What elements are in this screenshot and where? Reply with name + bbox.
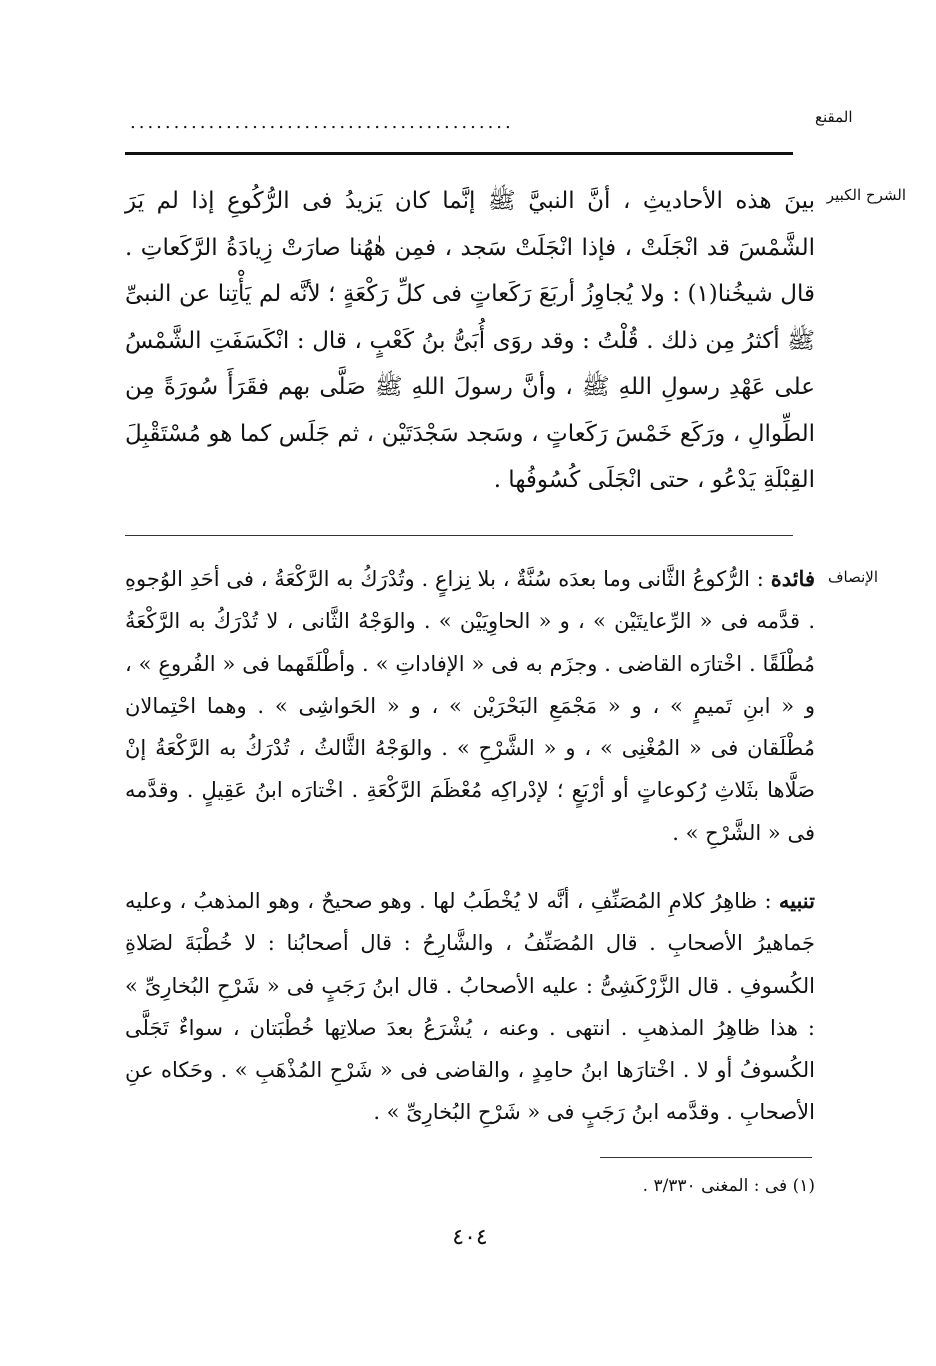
- side-label-insaf: الإنصاف: [827, 568, 878, 586]
- paragraph: بينَ هذه الأحاديثِ ، أنَّ النبيَّ ﷺ إنَّما كان يَزيدُ فى الرُّكُوعِ إذا لم يَرَ الشَّمْسَ قد انْجَلَتْ ، فإذا انْجَلَتْ سَجد ، فمِن هٰهُنا صارَتْ زِيادَةُ الرَّكَعاتِ . قال شيخُنا(١) : ولا يُجاوِزُ أربَعَ رَكَعاتٍ فى كلِّ رَكْعَةٍ ؛ لأنَّه لم يَأْتِنا عن النبىِّ ﷺ أكثرُ مِن ذلك . قُلْتُ : وقد روَى أُبَىُّ بنُ كَعْبٍ ، قال : انْكَسَفَتِ الشَّمْسُ على عَهْدِ رسولِ اللهِ ﷺ ، وأنَّ رسولَ اللهِ ﷺ صَلَّى بهم فقَرَأَ سُورَةً مِن الطِّوالِ ، ورَكَع خَمْسَ رَكَعاتٍ ، وسَجد سَجْدَتَيْن ، ثم جَلَس كما هو مُسْتَقْبِلَ القِبْلَةِ يَدْعُو ، حتى انْجَلَى كُسُوفُها .: [125, 188, 815, 493]
- paragraph-lead: تنبيه: [778, 888, 815, 913]
- side-label-sharh-kabir: الشرح الكبير: [826, 186, 906, 204]
- paragraph-lead: فائدة: [770, 566, 815, 591]
- running-header-title: المقنع: [815, 108, 853, 126]
- paragraph: [125, 558, 815, 854]
- insaf-text: [125, 558, 815, 854]
- header-dot-leader: ............................................: [130, 112, 514, 133]
- paragraph: [125, 880, 815, 1134]
- footnote: (١) فى : المغنى ٣/٣٣٠ .: [642, 1176, 815, 1196]
- paragraph-body: : الرُّكوعُ الثَّانى وما بعدَه سُنَّةٌ ، بلا نِزاعٍ . وتُدْرَكُ به الرَّكْعَةُ ، فى أحَدِ الوُجوهِ . قدَّمه فى « الرِّعايتَيْن » ، و « الحاوِيَيْن » . والوَجْهُ الثَّانى ، لا تُدْرَكُ به الرَّكْعَةُ مُطْلَقًا . اخْتارَه القاضى . وجزَم به فى « الإفاداتِ » . وأطْلَقَهما فى « الفُروعِ » ، و « ابنِ تَميمٍ » ، و « مَجْمَعِ البَحْرَيْن » ، و « الحَواشِى » . وهما احْتِمالان مُطْلَقان فى « المُغْنِى » ، و « الشَّرْحِ » . والوَجْهُ الثَّالثُ ، تُدْرَكُ به الرَّكْعَةُ إنْ صَلَّاها بثَلاثِ رُكوعاتٍ أو أرْبَعٍ ؛ لإدْراكِه مُعْظَمَ الرَّكْعَةِ . اخْتارَه ابنُ عَقِيلٍ . وقدَّمه فى « الشَّرْحِ » .: [125, 567, 815, 845]
- tanbih-text: [125, 880, 815, 1134]
- page-number: ٤٠٤: [452, 1225, 488, 1250]
- header-rule: [125, 152, 793, 155]
- sharh-kabir-text: [125, 178, 815, 504]
- section-divider: [125, 535, 793, 536]
- paragraph-body: : ظاهِرُ كلامِ المُصَنِّفِ ، أنَّه لا يُخْطَبُ لها . وهو صحيحٌ ، وهو المذهبُ ، وعليه جَماهيرُ الأصحابِ . قال المُصَنِّفُ ، والشَّارِحُ : قال أصحابُنا : لا خُطْبَةَ لصَلاةِ الكُسوفِ . قال الزَّرْكَشِىُّ : عليه الأصحابُ . قال ابنُ رَجَبٍ فى « شَرْحِ البُخارِىِّ » : هذا ظاهِرُ المذهبِ . انتهى . وعنه ، يُشْرَعُ بعدَ صلاتِها خُطْبَتان ، سواءٌ تَجَلَّى الكُسوفُ أو لا . اخْتارَها ابنُ حامِدٍ ، والقاضى فى « شَرْحِ المُذْهَبِ » . وحَكاه عنِ الأصحابِ . وقدَّمه ابنُ رَجَبٍ فى « شَرْحِ البُخارِىِّ » .: [125, 889, 815, 1125]
- footnote-rule: [600, 1157, 812, 1158]
